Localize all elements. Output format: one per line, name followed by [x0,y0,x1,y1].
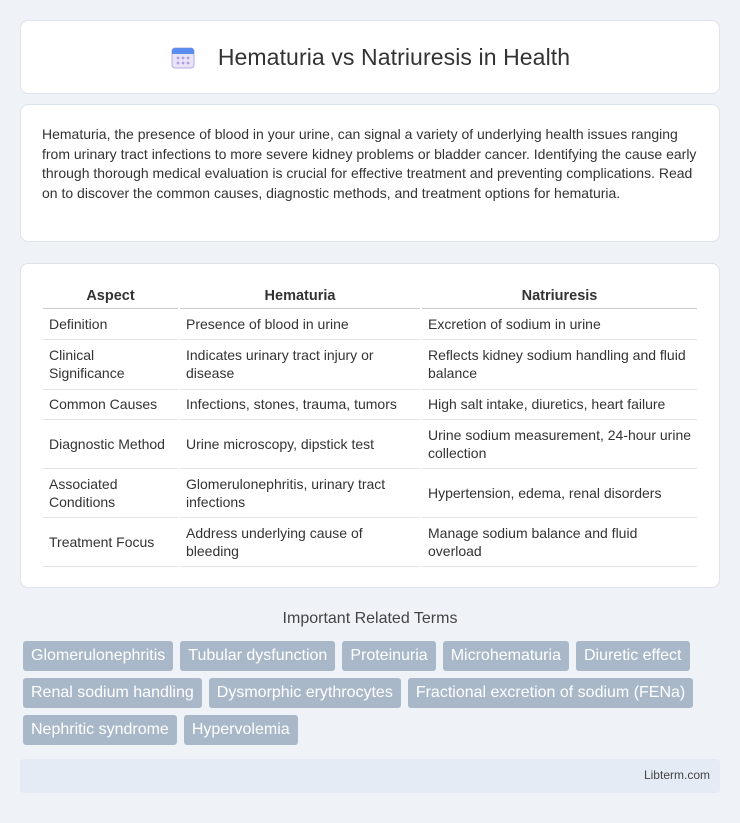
table-cell: Excretion of sodium in urine [421,308,697,339]
intro-paragraph: Hematuria, the presence of blood in your urine, can signal a variety of underlying health issues ranging from urinary tract infections to more severe kidney problems or bladder cancer. Identifying the cause early through thorough medical evaluation is crucial for effective treatment and preventing complications. Read on to discover the common causes, diagnostic methods, and treatment options for hematuria. [42,126,697,201]
table-row [43,419,697,468]
table-cell: Address underlying cause of bleeding [179,517,421,566]
table-cell: Indicates urinary tract injury or disease [179,339,421,389]
related-term-tag[interactable]: Hypervolemia [184,715,298,745]
page-title: Hematuria vs Natriuresis in Health [217,43,571,70]
table-cell: High salt intake, diuretics, heart failure [421,389,697,419]
header-aspect: Aspect [43,284,179,308]
table-row [43,339,697,389]
table-cell: Urine sodium measurement, 24-hour urine collection [421,419,697,468]
table-cell: Glomerulonephritis, urinary tract infections [179,468,421,517]
table-cell: Definition [43,308,179,339]
related-term-tag[interactable]: Dysmorphic erythrocytes [209,678,401,708]
footer [20,759,720,793]
related-term-tag[interactable]: Diuretic effect [576,641,690,671]
table-cell: Treatment Focus [43,517,179,566]
table-row [43,308,697,339]
table-row [43,517,697,566]
table-row [43,468,697,517]
table-header-row [43,284,697,308]
table-cell: Hypertension, edema, renal disorders [421,468,697,517]
related-term-tag[interactable]: Glomerulonephritis [23,641,173,671]
header-natriuresis: Natriuresis [421,284,697,308]
table-cell: Manage sodium balance and fluid overload [421,517,697,566]
table-cell: Reflects kidney sodium handling and fluid balance [421,339,697,389]
table-cell: Diagnostic Method [43,419,179,468]
comparison-card [20,263,720,588]
related-term-tag[interactable]: Nephritic syndrome [23,715,177,745]
related-term-tag[interactable]: Renal sodium handling [23,678,202,708]
table-row [43,389,697,419]
related-term-tag[interactable]: Proteinuria [342,641,435,671]
table-cell: Urine microscopy, dipstick test [179,419,421,468]
related-terms-list [23,641,713,745]
related-term-tag[interactable]: Tubular dysfunction [180,641,335,671]
related-term-tag[interactable]: Microhematuria [443,641,569,671]
table-cell: Presence of blood in urine [179,308,421,339]
calendar-icon [170,44,196,70]
table-cell: Infections, stones, trauma, tumors [179,389,421,419]
header-card [20,20,720,94]
related-terms-title: Important Related Terms [282,610,458,627]
table-cell: Common Causes [43,389,179,419]
comparison-table [43,284,697,567]
table-cell: Associated Conditions [43,468,179,517]
table-cell: Clinical Significance [43,339,179,389]
header-hematuria: Hematuria [179,284,421,308]
related-term-tag[interactable]: Fractional excretion of sodium (FENa) [408,678,693,708]
intro-card [20,104,720,242]
footer-site-link[interactable]: Libterm.com [643,768,710,782]
